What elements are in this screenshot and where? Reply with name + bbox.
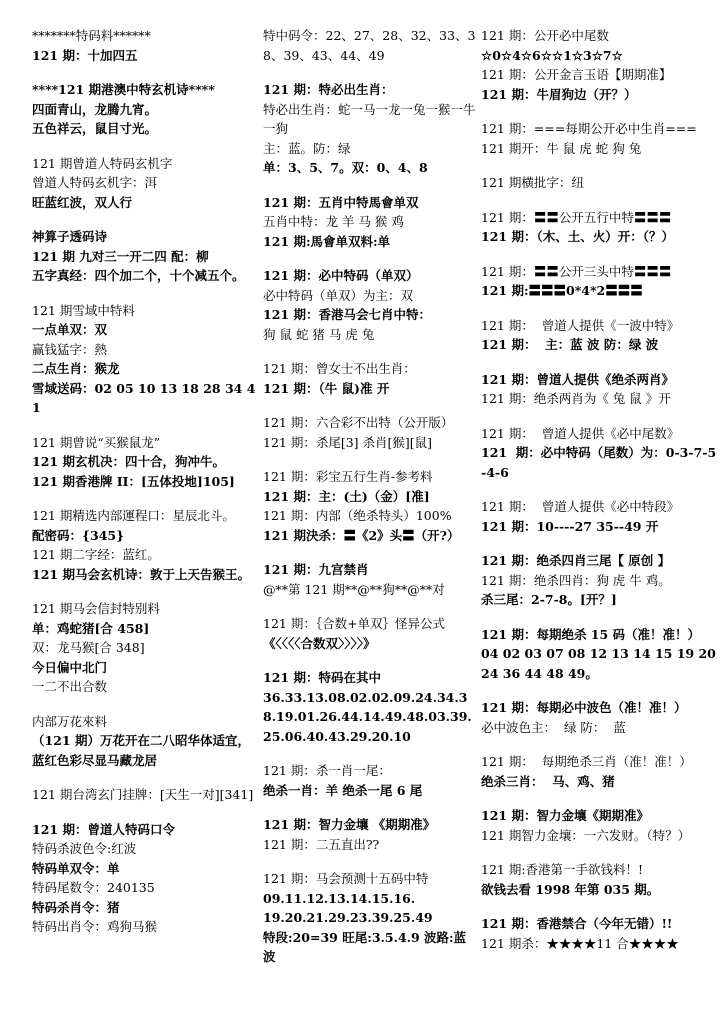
text-line: 121 期：｛合数+单双｝怪异公式 bbox=[263, 616, 446, 631]
text-line: 121 期：十加四五 bbox=[32, 47, 138, 63]
text-line: 121 期： 每期绝杀三肖（准！准！） bbox=[481, 754, 692, 769]
text-block bbox=[263, 266, 477, 344]
text-line: 121 期：公开金言玉语【期期准】 bbox=[481, 67, 672, 82]
text-line: 121 期：〓〓公开三头中特〓〓〓 bbox=[481, 263, 672, 279]
text-line: 121 期马会玄机诗：敦于上天告猴王。 bbox=[32, 566, 250, 582]
text-block bbox=[263, 614, 477, 653]
text-line: 121 期马会信封特别料 bbox=[32, 601, 160, 616]
text-line: 121 期：香港禁合（今年无错）!! bbox=[481, 916, 673, 931]
text-line: 杀三尾：2-7-8。[开？] bbox=[481, 592, 617, 607]
text-line: 雪域送码：02 05 10 13 18 28 34 41 bbox=[32, 380, 256, 415]
text-block bbox=[481, 26, 719, 104]
text-line: 121 期曾道人特码玄机字 bbox=[32, 155, 173, 171]
text-line: 121 期横批字：纽 bbox=[481, 175, 584, 190]
text-block bbox=[32, 712, 258, 771]
text-line: 单：鸡蛇猪[合 458] bbox=[32, 620, 150, 636]
text-line: 121 期二字经：蓝红。 bbox=[32, 547, 160, 562]
text-block bbox=[481, 806, 719, 845]
text-block bbox=[481, 914, 719, 953]
text-line: 双：龙马猴[合 348] bbox=[32, 640, 145, 655]
text-block bbox=[481, 497, 719, 536]
text-line: 一二不出合数 bbox=[32, 679, 108, 694]
text-line: 121 期：必中特码（尾数）为：0-3-7-5-4-6 bbox=[481, 445, 717, 480]
text-line: 121 期玄机决：四十合，狗冲牛。 bbox=[32, 454, 225, 469]
text-line: 121 期：智力金壤 《期期准》 bbox=[263, 817, 436, 832]
text-line: 121 期： 曾道人提供《一波中特》 bbox=[481, 317, 680, 333]
text-line: 121 期开：牛 鼠 虎 蛇 狗 兔 bbox=[481, 140, 642, 156]
text-line: 121 期：马会预测十五码中特 bbox=[263, 871, 429, 886]
text-line: 121 期：香港马会七肖中特： bbox=[263, 307, 431, 322]
text-block bbox=[263, 815, 477, 854]
text-block bbox=[32, 301, 258, 418]
text-block bbox=[32, 785, 258, 805]
text-line: 121 期:香港第一手欲钱料！! bbox=[481, 862, 644, 877]
text-line: 121 期： 曾道人提供《必中特段》 bbox=[481, 499, 680, 514]
text-line: 绝杀三肖： 马、鸡、猪 bbox=[481, 773, 615, 789]
text-block bbox=[481, 208, 719, 247]
text-line: ****121 期港澳中特玄机诗**** bbox=[32, 82, 215, 97]
text-line: @**第 121 期**@**狗**@**对 bbox=[263, 581, 445, 597]
text-line: 121 期：智力金壤《期期准》 bbox=[481, 808, 649, 823]
text-line: 121 期：六合彩不出特（公开版） bbox=[263, 415, 454, 430]
text-line: 121 期決杀：〓《2》头〓（开?） bbox=[263, 527, 460, 543]
text-line: 121 期：必中特码（单双） bbox=[263, 268, 419, 283]
text-block bbox=[32, 820, 258, 937]
text-line: 欲钱去看 1998 年第 035 期。 bbox=[481, 881, 660, 897]
column-right bbox=[481, 26, 719, 968]
text-line: 五色祥云，鼠目寸光。 bbox=[32, 121, 158, 136]
text-block bbox=[263, 560, 477, 599]
text-block bbox=[481, 316, 719, 355]
text-line: 今日偏中北门 bbox=[32, 659, 108, 675]
text-line: 121 期:〓〓〓0*4*2〓〓〓 bbox=[481, 283, 643, 298]
text-line: 121 期：杀一肖一尾： bbox=[263, 763, 391, 778]
text-line: （121 期）万花开在二八昭华体适宜，蓝红色彩尽显马藏龙居 bbox=[32, 733, 250, 768]
text-line: 曾道人特码玄机字：洱 bbox=[32, 175, 158, 190]
text-line: 一点单双：双 bbox=[32, 322, 108, 337]
text-line: 121 期杀：★★★★11 合★★★★ bbox=[481, 935, 679, 951]
text-line: 121 期：===每期公开必中生肖=== bbox=[481, 121, 697, 136]
text-line: 121 期：公开必中尾数 bbox=[481, 28, 609, 43]
text-block bbox=[481, 860, 719, 899]
text-line: 121 期：彩宝五行生肖-参考料 bbox=[263, 469, 433, 484]
text-block bbox=[481, 625, 719, 684]
text-block bbox=[263, 26, 477, 65]
column-left bbox=[32, 26, 258, 952]
text-block bbox=[481, 173, 719, 193]
text-line: *******特码料****** bbox=[32, 28, 151, 43]
text-line: 121 期：二五直出?? bbox=[263, 836, 380, 852]
text-line: 必中波色主： 绿 防： 蓝 bbox=[481, 719, 626, 735]
text-line: 121 期：曾道人特码口令 bbox=[32, 821, 175, 837]
text-line: 121 期精选内部運程口：星辰北斗。 bbox=[32, 508, 235, 523]
column-middle bbox=[263, 26, 477, 982]
text-block bbox=[481, 424, 719, 483]
text-block bbox=[481, 752, 719, 791]
text-block bbox=[263, 467, 477, 545]
text-line: 121 期：五肖中特馬會单双 bbox=[263, 194, 419, 210]
text-line: 121 期智力金壤：一六发财。（特？） bbox=[481, 827, 691, 843]
text-line: 121 期：九宫禁肖 bbox=[263, 562, 369, 577]
text-line: ☆0☆4☆6☆☆1☆3☆7☆ bbox=[481, 47, 623, 63]
text-line: 04 02 03 07 08 12 13 14 15 19 20 24 36 44 48 49。 bbox=[481, 646, 721, 681]
text-line: 121 期:馬會单双料:单 bbox=[263, 233, 391, 249]
text-block bbox=[263, 869, 477, 967]
text-line: 121 期：内部（绝杀特头）100% bbox=[263, 508, 452, 523]
text-line: 19.20.21.29.23.39.25.49 bbox=[263, 910, 433, 925]
text-line: 特码出肖令：鸡狗马猴 bbox=[32, 919, 158, 934]
text-line: 121 期：（牛 鼠)准 开 bbox=[263, 380, 390, 396]
text-block bbox=[32, 599, 258, 697]
text-line: 121 期：绝杀四肖：狗 虎 牛 鸡。 bbox=[481, 572, 671, 588]
text-block bbox=[481, 262, 719, 301]
text-line: 单：3、5、7。双：0、4、8 bbox=[263, 160, 428, 175]
text-line: 赢钱猛字：熱 bbox=[32, 341, 108, 357]
text-line: 五字真经：四个加二个，十个减五个。 bbox=[32, 268, 245, 283]
text-line: 121 期：每期绝杀 15 码（准！准！） bbox=[481, 626, 701, 642]
text-line: 121 期：曾道人提供《绝杀两肖》 bbox=[481, 371, 674, 387]
text-block bbox=[32, 154, 258, 213]
text-line: 特码尾数令：240135 bbox=[32, 880, 155, 895]
text-line: 特必出生肖：蛇一马一龙一兔一猴一牛一狗 bbox=[263, 101, 476, 136]
text-line: 特段:20=39 旺尾:3.5.4.9 波路:蓝波 bbox=[263, 929, 467, 964]
text-line: 121 期：杀尾[3] 杀肖[猴][鼠] bbox=[263, 434, 433, 450]
text-line: 121 期：牛眉狗边（开？） bbox=[481, 86, 637, 102]
text-block bbox=[32, 433, 258, 492]
text-line: 《〈〈〈〈合数双〉〉〉〉》 bbox=[263, 635, 376, 651]
text-line: 121 期：〓〓公开五行中特〓〓〓 bbox=[481, 209, 672, 225]
text-line: 121 期 九对三一开二四 配：柳 bbox=[32, 248, 209, 264]
text-line: 121 期：绝杀两肖为《 兔 鼠 》开 bbox=[481, 391, 671, 406]
text-line: 121 期香港牌 II：[五体投地]105] bbox=[32, 473, 235, 489]
text-line: 二点生肖：猴龙 bbox=[32, 361, 120, 376]
text-line: 特中码令：22、27、28、32、33、38、39、43、44、49 bbox=[263, 28, 476, 63]
text-line: 狗 鼠 蛇 猪 马 虎 兔 bbox=[263, 326, 375, 342]
text-line: 121 期：每期必中波色（准！准！） bbox=[481, 700, 687, 715]
text-block bbox=[263, 761, 477, 800]
text-line: 旺蓝红波，双人行 bbox=[32, 194, 133, 210]
text-block bbox=[32, 506, 258, 584]
text-line: 神算子透码诗 bbox=[32, 229, 108, 244]
text-line: 121 期： 主：蓝 波 防：绿 波 bbox=[481, 337, 659, 352]
text-block bbox=[481, 551, 719, 610]
text-line: 121 期雪域中特料 bbox=[32, 302, 135, 318]
text-line: 121 期：曾女士不出生肖： bbox=[263, 361, 416, 376]
text-block bbox=[481, 119, 719, 158]
text-line: 121 期：特必出生肖： bbox=[263, 82, 394, 97]
text-line: 四面青山，龙腾九宵。 bbox=[32, 101, 158, 117]
text-line: 121 期：绝杀四肖三尾【 原创 】 bbox=[481, 553, 671, 568]
text-line: 必中特码（单双）为主：双 bbox=[263, 287, 414, 303]
text-line: 内部万花來料 bbox=[32, 713, 108, 729]
text-line: 121 期：特码在其中 bbox=[263, 670, 381, 685]
text-line: 绝杀一肖：羊 绝杀一尾 6 尾 bbox=[263, 782, 423, 798]
text-line: 特码单双令：单 bbox=[32, 860, 120, 876]
text-line: 主：蓝。防：绿 bbox=[263, 140, 351, 156]
text-line: 特码杀波色令:红波 bbox=[32, 841, 137, 856]
text-line: 121 期：主：(土)（金）[准] bbox=[263, 488, 430, 504]
text-line: 36.33.13.08.02.02.09.24.34.38.19.01.26.44.14.49.48.03.39.25.06.40.43.29.20.10 bbox=[263, 689, 472, 744]
text-line: 121 期：10----27 35--49 开 bbox=[481, 518, 659, 534]
text-line: 五肖中特：龙 羊 马 猴 鸡 bbox=[263, 214, 404, 229]
text-block bbox=[263, 359, 477, 398]
text-block bbox=[263, 193, 477, 252]
text-block bbox=[32, 227, 258, 286]
text-block bbox=[32, 80, 258, 139]
text-line: 121 期： 曾道人提供《必中尾数》 bbox=[481, 425, 680, 441]
text-block bbox=[263, 80, 477, 178]
text-block bbox=[263, 668, 477, 746]
text-line: 09.11.12.13.14.15.16. bbox=[263, 890, 416, 906]
text-block bbox=[32, 26, 258, 65]
text-line: 121 期曾说“买猴鼠龙” bbox=[32, 434, 161, 450]
text-block bbox=[481, 698, 719, 737]
text-line: 特码杀肖令：猪 bbox=[32, 899, 120, 915]
text-block bbox=[481, 370, 719, 409]
text-block bbox=[263, 413, 477, 452]
text-line: 配密码：{345} bbox=[32, 527, 125, 543]
text-line: 121 期台湾玄门挂牌：[天生一对][341] bbox=[32, 787, 254, 802]
text-line: 121 期：（木、土、火）开：（？） bbox=[481, 229, 674, 244]
